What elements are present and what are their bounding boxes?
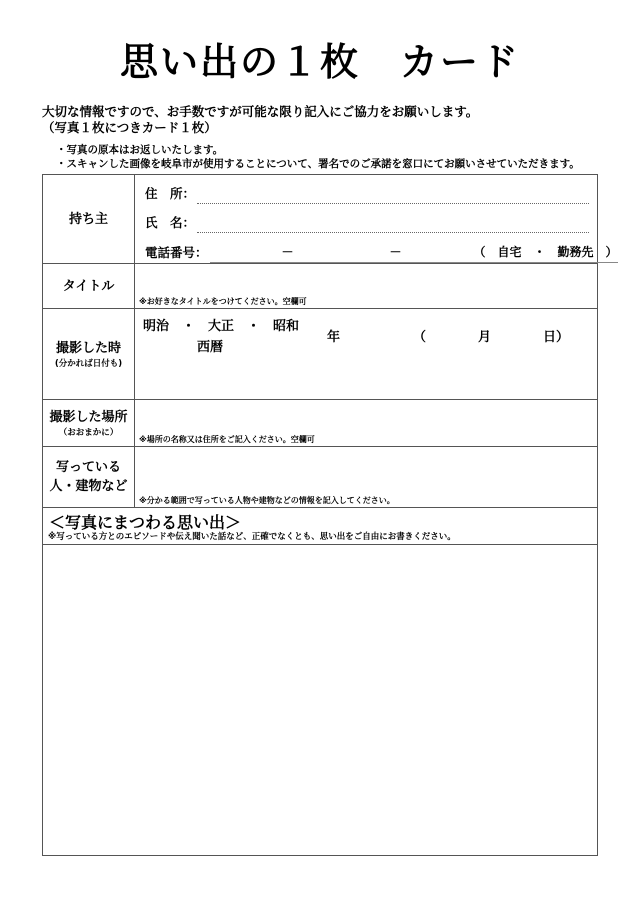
address-label: 住 所： [145, 186, 196, 201]
memories-note: ※写っている方とのエピソードや伝え聞いた話など、正確でなくとも、思い出をご自由にお書きください。 [48, 532, 456, 542]
people-label-line-1: 写っている [55, 460, 121, 475]
title-label-text: タイトル [62, 278, 115, 294]
notice-bullets [56, 143, 616, 171]
name-label: 氏 名： [145, 215, 196, 230]
name-field-row [135, 204, 597, 233]
place-label-text: 撮影した場所 [49, 409, 128, 425]
memories-header-cell [43, 508, 598, 545]
table-row-title [43, 264, 598, 309]
name-input[interactable] [197, 210, 589, 233]
place-input-cell[interactable] [135, 400, 598, 447]
place-note: ※場所の名称又は住所をご記入ください。空欄可 [139, 435, 315, 444]
table-row-memories-header [43, 508, 598, 545]
date-year-label: 年 [327, 330, 341, 345]
row-label-title [43, 264, 135, 309]
date-input-cell[interactable] [135, 309, 598, 400]
date-month-day-label: （ 月 日） [413, 330, 570, 345]
row-label-people [43, 447, 135, 508]
notice-bullet-2: ・スキャンした画像を岐阜市が使用することについて、署名でのご承諾を窓口にてお願いさせていただきます。 [56, 158, 580, 170]
intro-line-1: 大切な情報ですので、お手数ですが可能な限り記入にご協力をお願いします。 [42, 104, 479, 119]
notice-bullet-1: ・写真の原本はお返しいたします。 [56, 144, 224, 156]
owner-label-text: 持ち主 [68, 211, 108, 227]
intro-line-2: （写真１枚につきカード１枚） [42, 120, 217, 135]
row-label-owner [43, 175, 135, 264]
title-note: ※お好きなタイトルをつけてください。空欄可 [139, 297, 307, 306]
address-field-row [135, 175, 597, 204]
people-input-cell[interactable] [135, 447, 598, 508]
phone-kind-choice[interactable]: （ 自宅 ・ 勤務先 ） [473, 245, 618, 259]
table-row-owner [43, 175, 598, 264]
date-label-sub: (分かれば日付も) [54, 358, 123, 369]
memories-textarea[interactable] [43, 545, 598, 856]
table-row-people [43, 447, 598, 508]
phone-field-row [135, 233, 618, 263]
phone-input[interactable] [210, 241, 618, 263]
memories-section-title: ＜写真にまつわる思い出＞ [49, 513, 242, 532]
page-title: 思い出の１枚 カード [119, 40, 520, 84]
people-label-line-2: 人・建物など [49, 479, 128, 494]
phone-dash-2: － [389, 245, 402, 259]
owner-fields-cell [135, 175, 618, 264]
people-note: ※分かる範囲で写っている人物や建物などの情報を記入してください。 [139, 496, 395, 505]
place-label-sub: （おおまかに） [58, 427, 119, 438]
date-fields [135, 309, 597, 399]
table-row-memories-body [43, 545, 598, 856]
date-era-choices[interactable]: 明治 ・ 大正 ・ 昭和 [143, 319, 300, 334]
intro-paragraph [42, 104, 602, 136]
table-row-date [43, 309, 598, 400]
table-row-place [43, 400, 598, 447]
address-input[interactable] [197, 181, 589, 204]
row-label-place [43, 400, 135, 447]
phone-dash-1: － [281, 245, 294, 259]
date-label-text: 撮影した時 [55, 340, 121, 356]
title-input-cell[interactable] [135, 264, 598, 309]
memory-card-form [42, 174, 618, 856]
row-label-date [43, 309, 135, 400]
phone-label: 電話番号： [145, 245, 208, 260]
date-seireki-choice[interactable]: 西暦 [197, 340, 224, 355]
